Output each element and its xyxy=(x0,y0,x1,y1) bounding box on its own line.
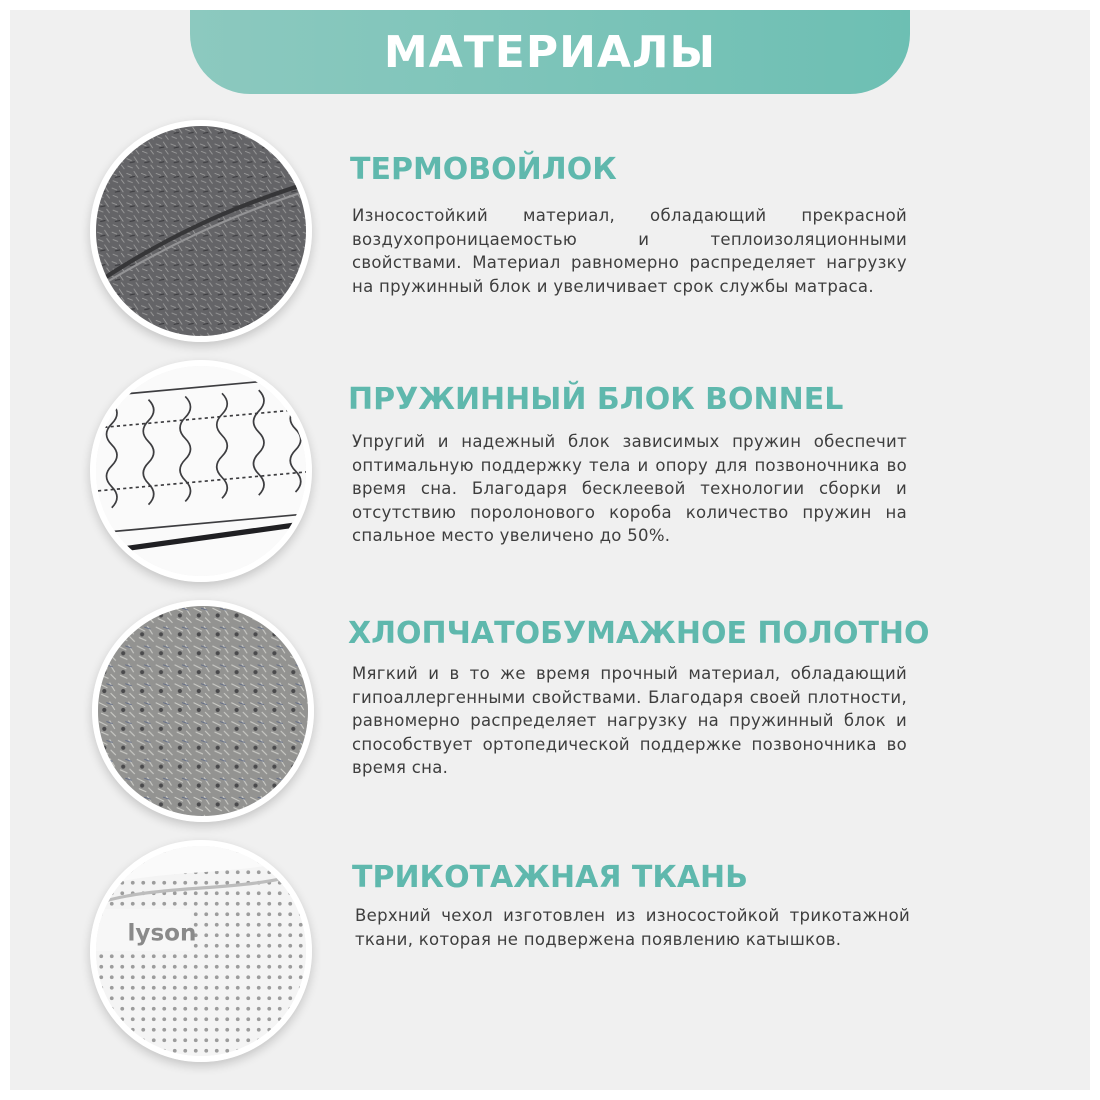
cotton-fabric-image xyxy=(98,606,308,816)
knit-description: Верхний чехол изготовлен из износостойкой трикотажной ткани, которая не подвержена появлению катышков. xyxy=(355,906,910,949)
knit-fabric-photo xyxy=(90,840,312,1062)
springs-description: Упругий и надежный блок зависимых пружин обеспечит оптимальную поддержку тела и опору для позвоночника во время сна. Благодаря бесклеевой технологии сборки и отсутствию поролонового короба количество пружин на спальное место увеличено до 50%. xyxy=(352,432,907,546)
felt-description: Износостойкий материал, обладающий прекрасной воздухопроницаемостью и теплоизоляционными свойствами. Материал равномерно распределяет нагрузку на пружинный блок и увеличивает срок службы матраса. xyxy=(352,206,907,296)
knit-fabric-image xyxy=(96,846,306,1056)
felt-image xyxy=(96,126,306,336)
title-banner xyxy=(190,10,910,94)
materials-page xyxy=(10,10,1090,1090)
page-title: МАТЕРИАЛЫ xyxy=(383,26,717,78)
cotton-heading: ХЛОПЧАТОБУМАЖНОЕ ПОЛОТНО xyxy=(348,616,930,651)
knit-logo-text: lyson xyxy=(127,920,197,947)
cotton-fabric-photo xyxy=(92,600,314,822)
knit-heading: ТРИКОТАЖНАЯ ТКАНЬ xyxy=(352,860,749,895)
spring-block-photo xyxy=(90,360,312,582)
spring-block-image xyxy=(96,366,306,576)
springs-heading: ПРУЖИННЫЙ БЛОК BONNEL xyxy=(348,382,844,417)
felt-photo xyxy=(90,120,312,342)
cotton-description: Мягкий и в то же время прочный материал, обладающий гипоаллергенными свойствами. Благодаря своей плотности, равномерно распределяет нагрузку на пружинный блок и способствует ортопедической поддержке позвоночника во время сна. xyxy=(352,664,907,778)
felt-heading: ТЕРМОВОЙЛОК xyxy=(350,152,617,187)
